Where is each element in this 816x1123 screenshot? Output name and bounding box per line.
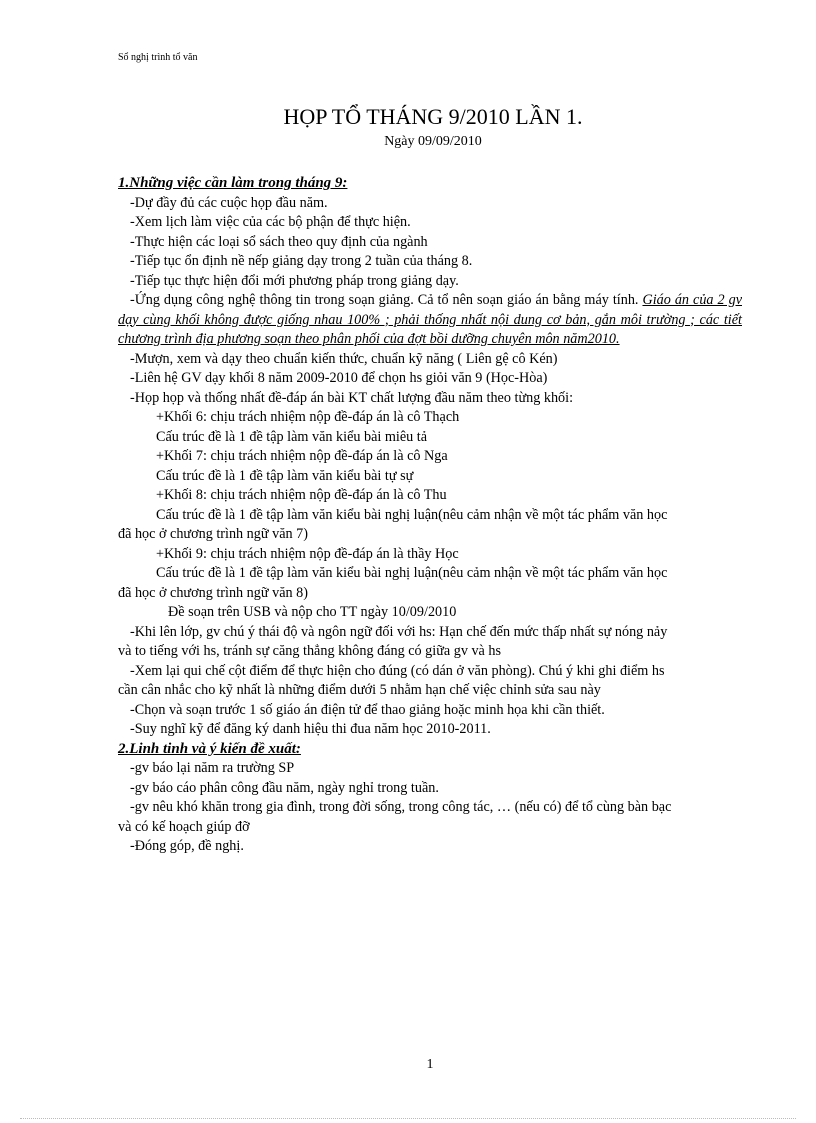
section2-heading: 2.Linh tinh và ý kiến đề xuất: <box>118 740 301 757</box>
grade7-line: +Khối 7: chịu trách nhiệm nộp đề-đáp án là cô Nga <box>156 448 448 464</box>
grade8-structure-b: đã học ở chương trình ngữ văn 7) <box>118 526 308 542</box>
task-line-6: -Mượn, xem và dạy theo chuẩn kiến thức, chuẩn kỹ năng ( Liên gệ cô Kén) <box>130 350 558 367</box>
misc-line-1: -gv báo lại năm ra trường SP <box>130 760 295 776</box>
meeting-title: HỌP TỔ THÁNG 9/2010 LẦN 1. <box>283 104 583 129</box>
grade8-line: +Khối 8: chịu trách nhiệm nộp đề-đáp án là cô Thu <box>156 487 447 503</box>
grade9-line: +Khối 9: chịu trách nhiệm nộp đề-đáp án là thầy Học <box>156 545 459 562</box>
task-line-5: -Tiếp tục thực hiện đổi mới phương pháp trong giảng dạy. <box>130 272 459 289</box>
it-plain-text: -Ứng dụng công nghệ thông tin trong soạn giảng. Cả tổ nên soạn giáo án bằng máy tính. <box>130 292 639 308</box>
grade9-structure-a: Cấu trúc đề là 1 đề tập làm văn kiểu bài nghị luận(nêu cảm nhận về một tác phẩm văn học <box>156 565 668 581</box>
usb-submission-line: Đề soạn trên USB và nộp cho TT ngày 10/09/2010 <box>168 604 457 620</box>
classroom-line-b: và to tiếng với hs, tránh sự căng thẳng không đáng có giữa gv và hs <box>118 643 502 659</box>
running-header: Sổ nghị trình tổ văn <box>118 52 198 63</box>
task-line-4: -Tiếp tục ổn định nề nếp giảng dạy trong 2 tuần của tháng 8. <box>130 253 473 269</box>
grade8-structure-a: Cấu trúc đề là 1 đề tập làm văn kiểu bài nghị luận(nêu cảm nhận về một tác phẩm văn học <box>156 506 668 523</box>
grade6-line: +Khối 6: chịu trách nhiệm nộp đề-đáp án là cô Thạch <box>156 409 460 425</box>
grade6-structure: Cấu trúc đề là 1 đề tập làm văn kiểu bài miêu tả <box>156 428 428 445</box>
grading-line-b: cần cân nhắc cho kỹ nhất là những điểm dưới 5 nhằm hạn chế việc chỉnh sửa sau này <box>118 682 601 698</box>
document-body <box>118 174 742 857</box>
page-number: 1 <box>426 1057 434 1072</box>
misc-line-4: -Đóng góp, đề nghị. <box>130 838 244 854</box>
grade9-structure-b: đã học ở chương trình ngữ văn 8) <box>118 584 308 601</box>
emulation-line: -Suy nghĩ kỹ để đăng ký danh hiệu thi đua năm học 2010-2011. <box>130 721 491 737</box>
misc-line-3a: -gv nêu khó khăn trong gia đình, trong đời sống, trong công tác, … (nếu có) để tổ cùng bàn bạc <box>130 799 672 815</box>
classroom-line-a: -Khi lên lớp, gv chú ý thái độ và ngôn ngữ đối với hs: Hạn chế đến mức thấp nhất sự nóng nảy <box>130 623 668 640</box>
task-line-2: -Xem lịch làm việc của các bộ phận để thực hiện. <box>130 214 411 230</box>
grade7-structure: Cấu trúc đề là 1 đề tập làm văn kiểu bài tự sự <box>156 467 414 484</box>
grading-line-a: -Xem lại qui chế cột điểm để thực hiện cho đúng (có dán ở văn phòng). Chú ý khi ghi điểm hs <box>130 662 665 679</box>
it-emphasis-text: Giáo án của 2 gv dạy cùng khối không được giống nhau 100% ; phải thống nhất nội dung cơ bản, gắn môi trường ; các tiết chương trình địa phương soạn theo phân phối của đợt bồi dưỡng chuyên môn năm2010. <box>118 292 742 347</box>
task-line-3: -Thực hiện các loại sổ sách theo quy định của ngành <box>130 233 428 250</box>
task-line-8: -Họp họp và thống nhất đề-đáp án bài KT chất lượng đầu năm theo từng khối: <box>130 389 574 406</box>
footer-divider <box>20 1118 796 1119</box>
task-line-1: -Dự đầy đủ các cuộc họp đầu năm. <box>130 194 328 211</box>
e-lesson-line: -Chọn và soạn trước 1 số giáo án điện tử để thao giảng hoặc minh họa khi cần thiết. <box>130 701 605 718</box>
task-line-7: -Liên hệ GV dạy khối 8 năm 2009-2010 để chọn hs giỏi văn 9 (Học-Hòa) <box>130 370 548 386</box>
it-paragraph <box>118 291 742 350</box>
misc-line-3b: và có kế hoạch giúp đỡ <box>118 818 250 835</box>
section1-heading: 1.Những việc cần làm trong tháng 9: <box>118 175 348 191</box>
misc-line-2: -gv báo cáo phân công đầu năm, ngày nghỉ trong tuần. <box>130 779 439 796</box>
meeting-date: Ngày 09/09/2010 <box>384 134 482 149</box>
